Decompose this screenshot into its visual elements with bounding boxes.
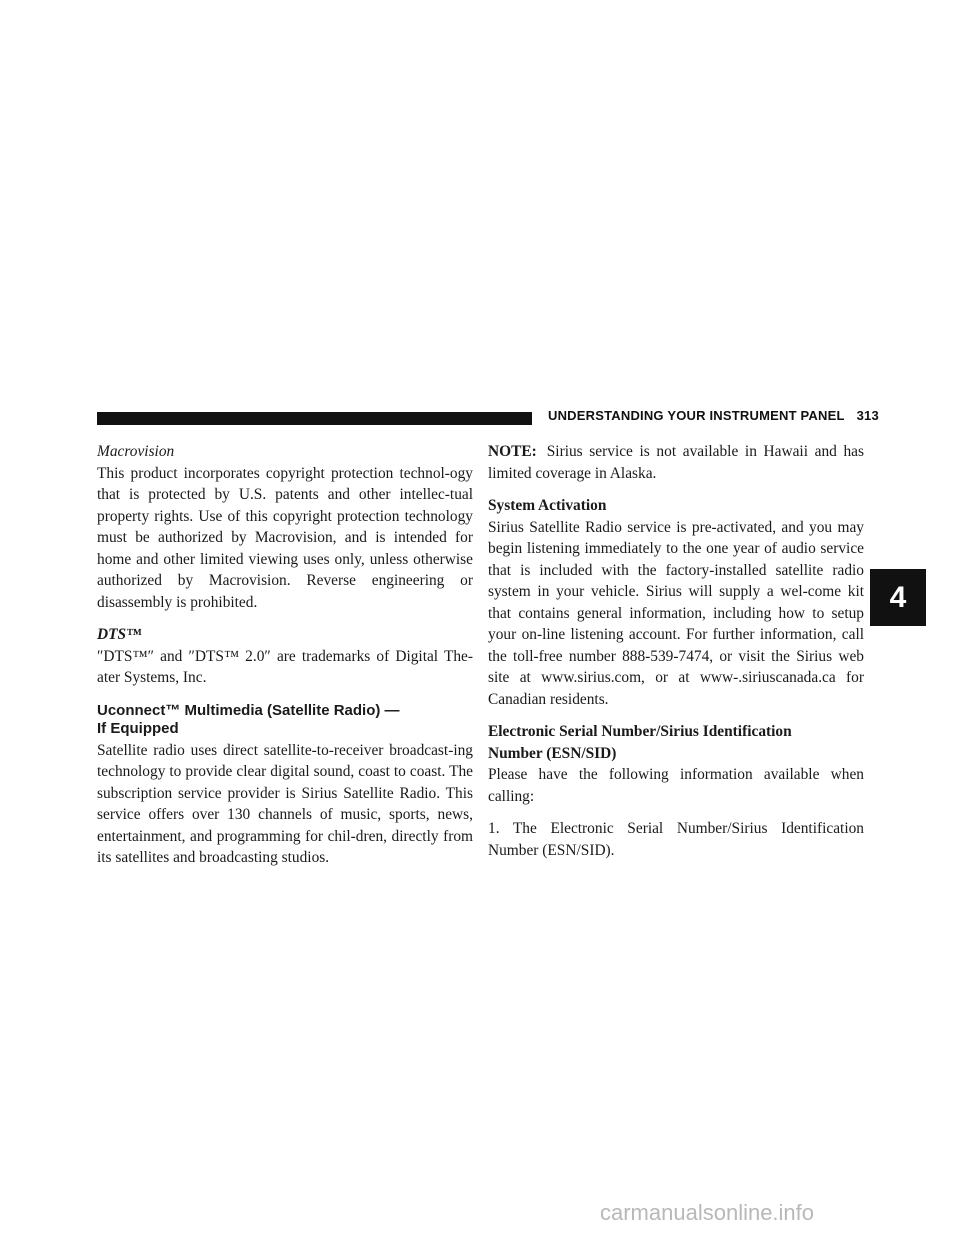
watermark: carmanualsonline.info <box>600 1200 815 1225</box>
uconnect-heading-line2: If Equipped <box>97 720 179 737</box>
macrovision-paragraph: This product incorporates copyright protection technol-ogy that is protected by U.S. patents and other intellec-tual property rights. Use of this copyright protection technology must be authorized by Macrovision, and is intended for home and other limited viewing uses only, unless otherwise authorized by Macrovision. Reverse engineering or disassembly is prohibited. <box>97 464 473 611</box>
right-column <box>488 441 864 861</box>
uconnect-paragraph: Satellite radio uses direct satellite-to-receiver broadcast-ing technology to provide clear digital sound, coast to coast. The subscription service provider is Sirius Satellite Radio. This service offers over 130 channels of music, sports, news, entertainment, and programming for chil-dren, directly from its satellites and broadcasting studios. <box>97 741 473 866</box>
left-column <box>97 441 473 869</box>
activation-heading: System Activation <box>488 497 607 514</box>
note-text: Sirius service is not available in Hawaii and has limited coverage in Alaska. <box>488 443 864 482</box>
esn-heading-line2: Number (ESN/SID) <box>488 744 617 762</box>
esn-heading <box>488 721 864 764</box>
esn-heading-line1: Electronic Serial Number/Sirius Identification <box>488 723 792 740</box>
note-paragraph <box>488 441 864 484</box>
note-label: NOTE: <box>488 443 537 460</box>
header-title: UNDERSTANDING YOUR INSTRUMENT PANEL <box>548 408 845 423</box>
chapter-tab: 4 <box>870 569 926 626</box>
esn-list-item-1: 1. The Electronic Serial Number/Sirius Identification Number (ESN/SID). <box>488 820 864 859</box>
header-rule <box>97 412 532 425</box>
running-header <box>548 408 879 423</box>
macrovision-heading: Macrovision <box>97 443 175 460</box>
uconnect-heading-line1: Uconnect™ Multimedia (Satellite Radio) — <box>97 701 400 719</box>
dts-paragraph: ″DTS™″ and ″DTS™ 2.0″ are trademarks of Digital The-ater Systems, Inc. <box>97 647 473 686</box>
page-number: 313 <box>856 408 879 423</box>
activation-paragraph: Sirius Satellite Radio service is pre-activated, and you may begin listening immediately to the one year of audio service that is included with the factory-installed satellite radio system in your vehicle. Sirius will supply a wel-come kit that contains general information, including how to setup your on-line listening account. For further information, call the toll-free number 888-539-7474, or visit the Sirius web site at www.sirius.com, or at www-.siriuscanada.ca for Canadian residents. <box>488 518 864 708</box>
uconnect-heading <box>97 702 473 739</box>
esn-paragraph: Please have the following information available when calling: <box>488 766 864 805</box>
dts-heading: DTS™ <box>97 626 142 643</box>
